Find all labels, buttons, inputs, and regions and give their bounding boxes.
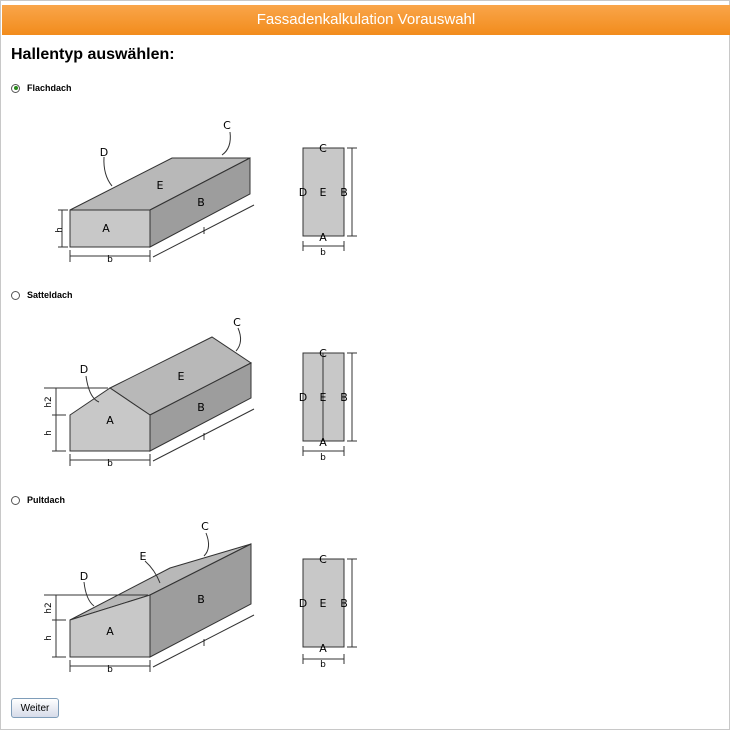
option-pultdach[interactable] — [11, 495, 65, 505]
option-flachdach[interactable] — [11, 83, 72, 93]
satteldach-label-b: B — [197, 401, 205, 414]
pultdach-plan-label-c: C — [319, 553, 327, 566]
option-satteldach[interactable] — [11, 290, 73, 300]
pultdach-dim-b: b — [107, 665, 113, 675]
satteldach-plan-label-c: C — [319, 347, 327, 360]
flachdach-front-face — [70, 210, 150, 247]
satteldach-dim-b: b — [107, 459, 113, 469]
pultdach-label-e: E — [139, 550, 147, 563]
flachdach-label-b: B — [197, 196, 205, 209]
flachdach-plan-label-b: B — [340, 186, 348, 199]
satteldach-dim-h2: h2 — [44, 396, 54, 408]
flachdach-leader-c — [222, 132, 230, 155]
pultdach-plan-label-d: D — [298, 597, 308, 610]
option-flachdach-label: Flachdach — [27, 83, 72, 93]
radio-satteldach[interactable] — [11, 291, 20, 300]
pultdach-dim-h2: h2 — [44, 602, 54, 614]
radio-pultdach[interactable] — [11, 496, 20, 505]
flachdach-plan-dim-b: b — [320, 248, 326, 258]
pultdach-plan-dim-b: b — [320, 660, 326, 670]
flachdach-label-e: E — [156, 179, 164, 192]
flachdach-label-a: A — [102, 222, 110, 235]
pultdach-dim-h: h — [44, 635, 54, 641]
flachdach-diagram — [40, 110, 380, 270]
option-satteldach-label: Satteldach — [27, 290, 73, 300]
window-title: Fassadenkalkulation Vorauswahl — [256, 11, 476, 28]
next-button[interactable]: Weiter — [11, 698, 59, 718]
title-bar — [2, 5, 730, 35]
flachdach-leader-d — [104, 157, 112, 186]
pultdach-label-c: C — [201, 520, 209, 533]
satteldach-diagram — [40, 305, 380, 470]
pultdach-diagram — [40, 510, 380, 680]
radio-flachdach[interactable] — [11, 84, 20, 93]
satteldach-dim-l: l — [202, 433, 206, 443]
pultdach-label-a: A — [106, 625, 114, 638]
page-title: Hallentyp auswählen: — [11, 46, 175, 63]
flachdach-plan-label-a: A — [319, 231, 327, 244]
satteldach-label-e: E — [177, 370, 185, 383]
satteldach-plan-label-e: E — [319, 391, 327, 404]
pultdach-label-b: B — [197, 593, 205, 606]
satteldach-label-d: D — [79, 363, 89, 376]
satteldach-dim-h: h — [44, 430, 54, 436]
satteldach-plan-label-b: B — [340, 391, 348, 404]
flachdach-plan-label-d: D — [298, 186, 308, 199]
flachdach-label-c: C — [223, 119, 231, 132]
pultdach-label-d: D — [79, 570, 89, 583]
satteldach-plan-label-d: D — [298, 391, 308, 404]
satteldach-plan-dim-b: b — [320, 453, 326, 463]
satteldach-label-c: C — [233, 316, 241, 329]
satteldach-plan-label-a: A — [319, 436, 327, 449]
pultdach-plan-label-e: E — [319, 597, 327, 610]
flachdach-dim-h: h — [55, 227, 65, 233]
flachdach-label-d: D — [99, 146, 109, 159]
flachdach-plan-label-c: C — [319, 142, 327, 155]
flachdach-plan-label-e: E — [319, 186, 327, 199]
option-pultdach-label: Pultdach — [27, 495, 66, 505]
pultdach-plan-label-b: B — [340, 597, 348, 610]
pultdach-plan-label-a: A — [319, 642, 327, 655]
flachdach-dim-l: l — [202, 227, 206, 237]
pultdach-dim-l: l — [202, 639, 206, 649]
satteldach-label-a: A — [106, 414, 114, 427]
flachdach-dim-b: b — [107, 255, 113, 265]
